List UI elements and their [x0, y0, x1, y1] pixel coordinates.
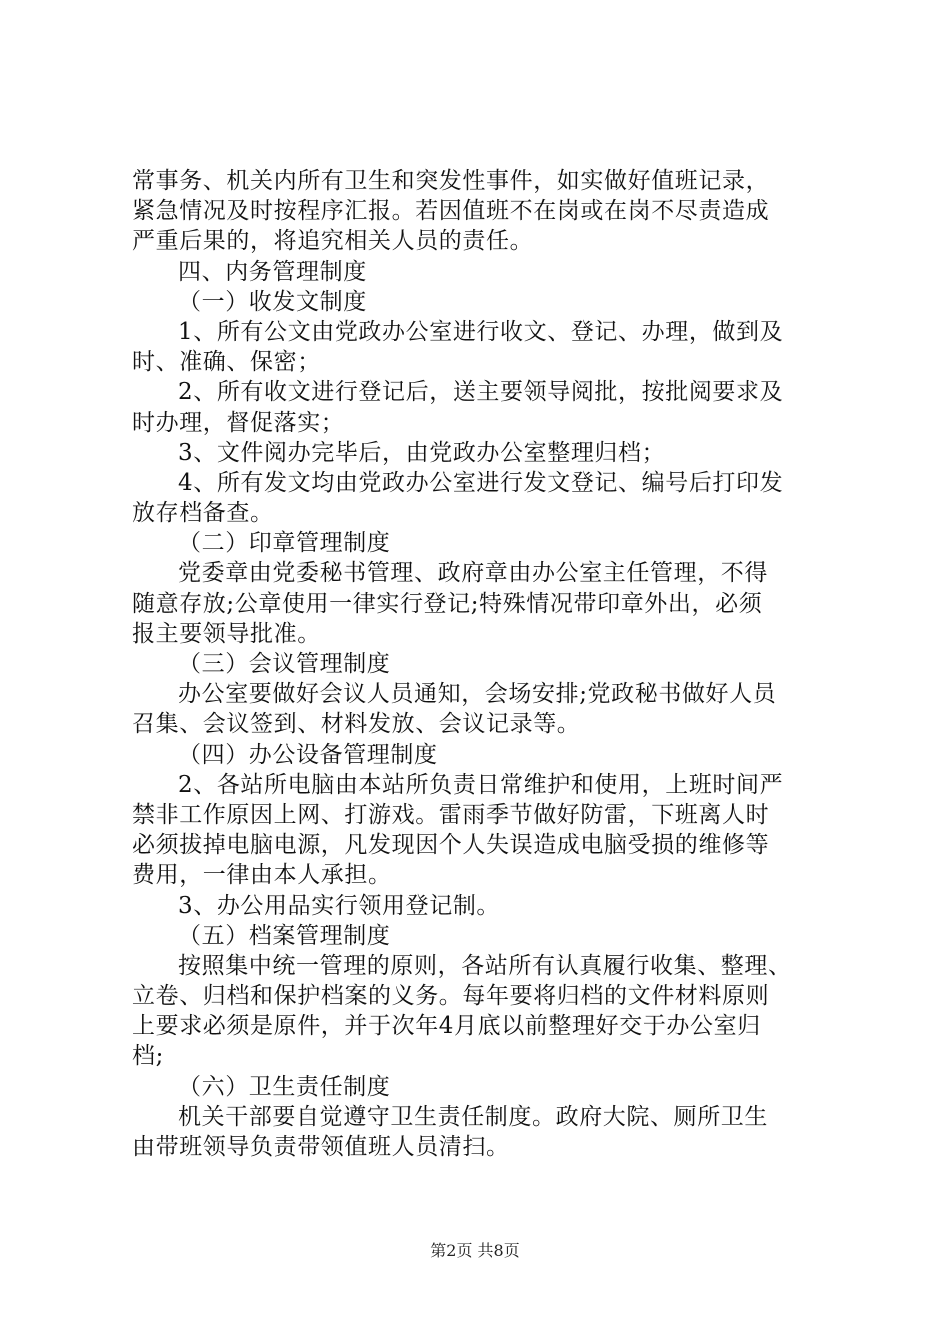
text-line: 1、所有公文由党政办公室进行收文、登记、办理，做到及: [178, 318, 784, 345]
text-line: 由带班领导负责带领值班人员清扫。: [132, 1134, 510, 1160]
text-line: 费用，一律由本人承担。: [132, 862, 392, 889]
text-line: 3、办公用品实行领用登记制。: [178, 892, 501, 919]
text-line: （二）印章管理制度: [178, 530, 391, 557]
text-line: （一）收发文制度: [178, 288, 367, 315]
text-line: 党委章由党委秘书管理、政府章由办公室主任管理，不得: [178, 560, 768, 587]
text-line: 召集、会议签到、材料发放、会议记录等。: [132, 711, 581, 738]
text-line: 2、所有收文进行登记后，送主要领导阅批，按批阅要求及: [178, 379, 784, 406]
page-footer: 第2页 共8页: [430, 1241, 520, 1260]
text-line: （五）档案管理制度: [178, 922, 391, 949]
text-line: 时办理，督促落实；: [132, 409, 345, 436]
text-line: （六）卫生责任制度: [178, 1073, 391, 1100]
text-line: 放存档备查。: [132, 500, 274, 527]
text-line: 4、所有发文均由党政办公室进行发文登记、编号后打印发: [178, 469, 784, 496]
text-line: 报主要领导批准。: [132, 620, 321, 647]
text-line: 四、内务管理制度: [178, 258, 367, 285]
text-line: 上要求必须是原件，并于次年4月底以前整理好交于办公室归: [132, 1013, 761, 1040]
text-line: 严重后果的，将追究相关人员的责任。: [132, 228, 534, 255]
text-line: 必须拔掉电脑电源，凡发现因个人失误造成电脑受损的维修等: [132, 832, 770, 859]
text-line: 时、准确、保密；: [132, 349, 321, 376]
text-line: 办公室要做好会议人员通知，会场安排;党政秘书做好人员: [178, 681, 777, 708]
text-line: 2、各站所电脑由本站所负责日常维护和使用，上班时间严: [178, 771, 784, 798]
text-line: 紧急情况及时按程序汇报。若因值班不在岗或在岗不尽责造成: [132, 198, 770, 225]
text-line: 按照集中统一管理的原则，各站所有认真履行收集、整理、: [178, 952, 792, 979]
text-line: 立卷、归档和保护档案的义务。每年要将归档的文件材料原则: [132, 983, 770, 1010]
text-line: 机关干部要自觉遵守卫生责任制度。政府大院、厕所卫生: [178, 1103, 768, 1130]
text-line: 禁非工作原因上网、打游戏。雷雨季节做好防雷，下班离人时: [132, 801, 770, 828]
text-line: （三）会议管理制度: [178, 651, 391, 677]
text-line: （四）办公设备管理制度: [178, 741, 438, 768]
text-line: 常事务、机关内所有卫生和突发性事件，如实做好值班记录，: [132, 168, 770, 194]
text-line: 随意存放;公章使用一律实行登记;特殊情况带印章外出，必须: [132, 590, 763, 617]
text-line: 3、文件阅办完毕后，由党政办公室整理归档；: [178, 439, 666, 466]
document-body: [132, 166, 832, 1162]
text-line: 档;: [132, 1043, 164, 1070]
